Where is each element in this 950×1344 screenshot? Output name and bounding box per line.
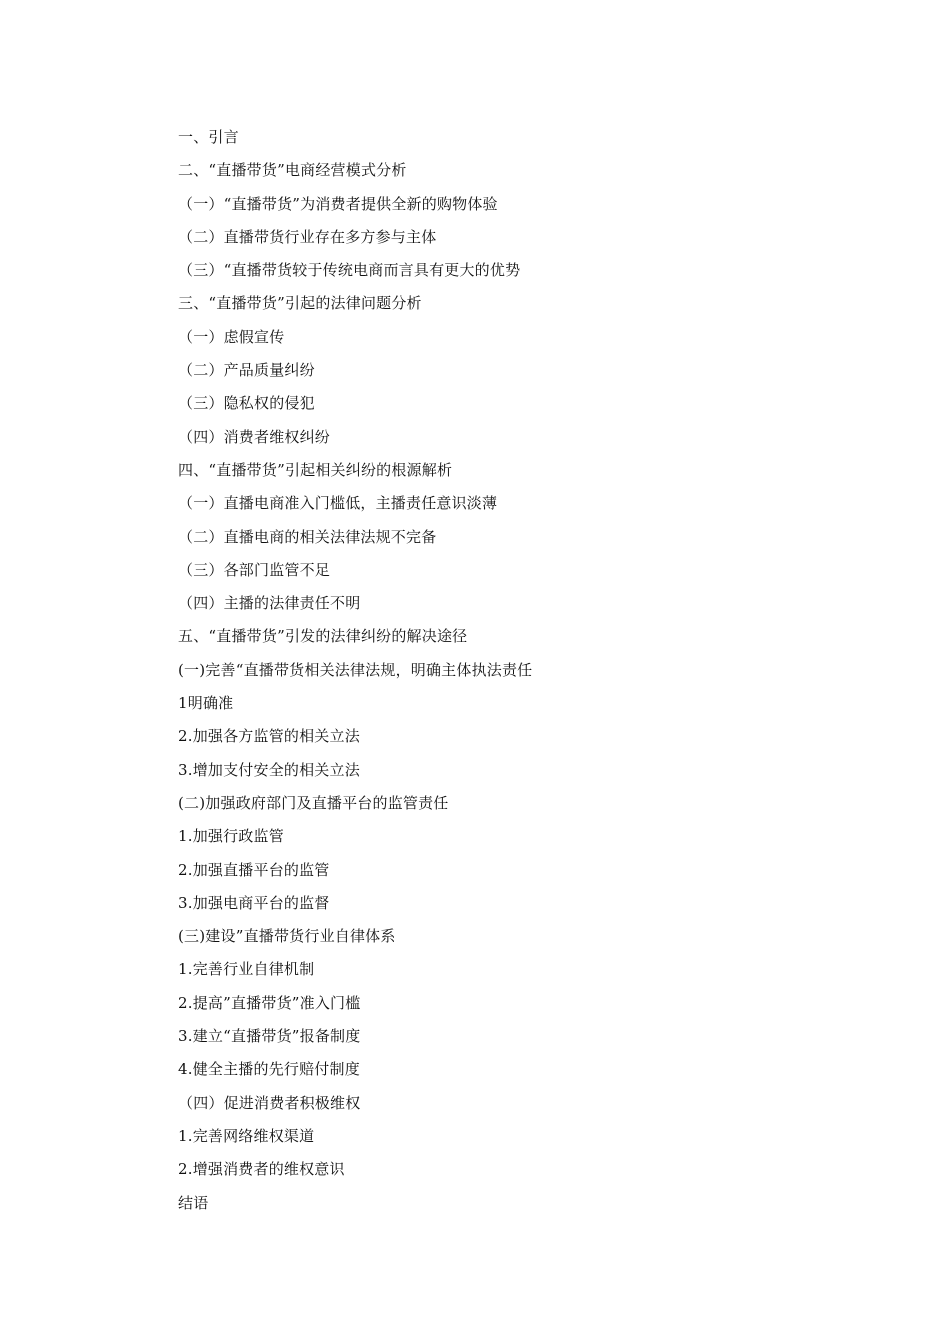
toc-section-2: 二、“直播带货”电商经营模式分析 <box>178 161 407 180</box>
toc-item: 2.加强各方监管的相关立法 <box>178 727 360 746</box>
toc-section-3: 三、“直播带货”引起的法律问题分析 <box>178 294 422 313</box>
toc-item: （二）直播电商的相关法律法规不完备 <box>178 527 437 546</box>
toc-item: （一）“直播带货”为消费者提供全新的购物体验 <box>178 194 498 213</box>
toc-item: (三)建设”直播带货行业自律体系 <box>178 927 396 946</box>
toc-item: 1.完善行业自律机制 <box>178 960 315 979</box>
toc-item: 1明确准 <box>178 694 234 713</box>
toc-item: 1.加强行政监管 <box>178 827 284 846</box>
toc-item: (二)加强政府部门及直播平台的监管责任 <box>178 793 449 812</box>
toc-item: （三）“直播带货较于传统电商而言具有更大的优势 <box>178 261 521 280</box>
toc-item: (一)完善“直播带货相关法律法规，明确主体执法责任 <box>178 660 533 679</box>
toc-item: （一）虑假宣传 <box>178 327 285 346</box>
toc-section-5: 五、“直播带货”引发的法律纠纷的解决途径 <box>178 627 468 646</box>
toc-item: （二）直播带货行业存在多方参与主体 <box>178 227 437 246</box>
toc-section-4: 四、“直播带货”引起相关纠纷的根源解析 <box>178 460 453 479</box>
toc-item: 2.增强消费者的维权意识 <box>178 1160 345 1179</box>
toc-item-intro: 一、引言 <box>178 128 239 146</box>
toc-item-conclusion: 结语 <box>178 1193 209 1212</box>
toc-item: 4.健全主播的先行赔付制度 <box>178 1060 360 1079</box>
toc-item: 3.加强电商平台的监督 <box>178 893 330 912</box>
toc-item: （三）隐私权的侵犯 <box>178 394 315 413</box>
toc-item: 3.建立“直播带货”报备制度 <box>178 1027 361 1046</box>
toc-item: （三）各部门监管不足 <box>178 560 331 579</box>
toc-item: 3.增加支付安全的相关立法 <box>178 760 360 779</box>
toc-item: 1.完善网络维权渠道 <box>178 1126 315 1145</box>
toc-item: （二）产品质量纠纷 <box>178 361 315 380</box>
toc-item: （一）直播电商准入门槛低，主播责任意识淡薄 <box>178 494 498 513</box>
toc-item: （四）主播的法律责任不明 <box>178 594 361 613</box>
toc-item: 2.提高”直播带货”准入门槛 <box>178 993 361 1012</box>
toc-item: 2.加强直播平台的监管 <box>178 860 330 879</box>
toc-item: （四）消费者维权纠纷 <box>178 427 331 446</box>
toc-item: （四）促进消费者积极维权 <box>178 1093 361 1112</box>
table-of-contents <box>178 125 532 1224</box>
